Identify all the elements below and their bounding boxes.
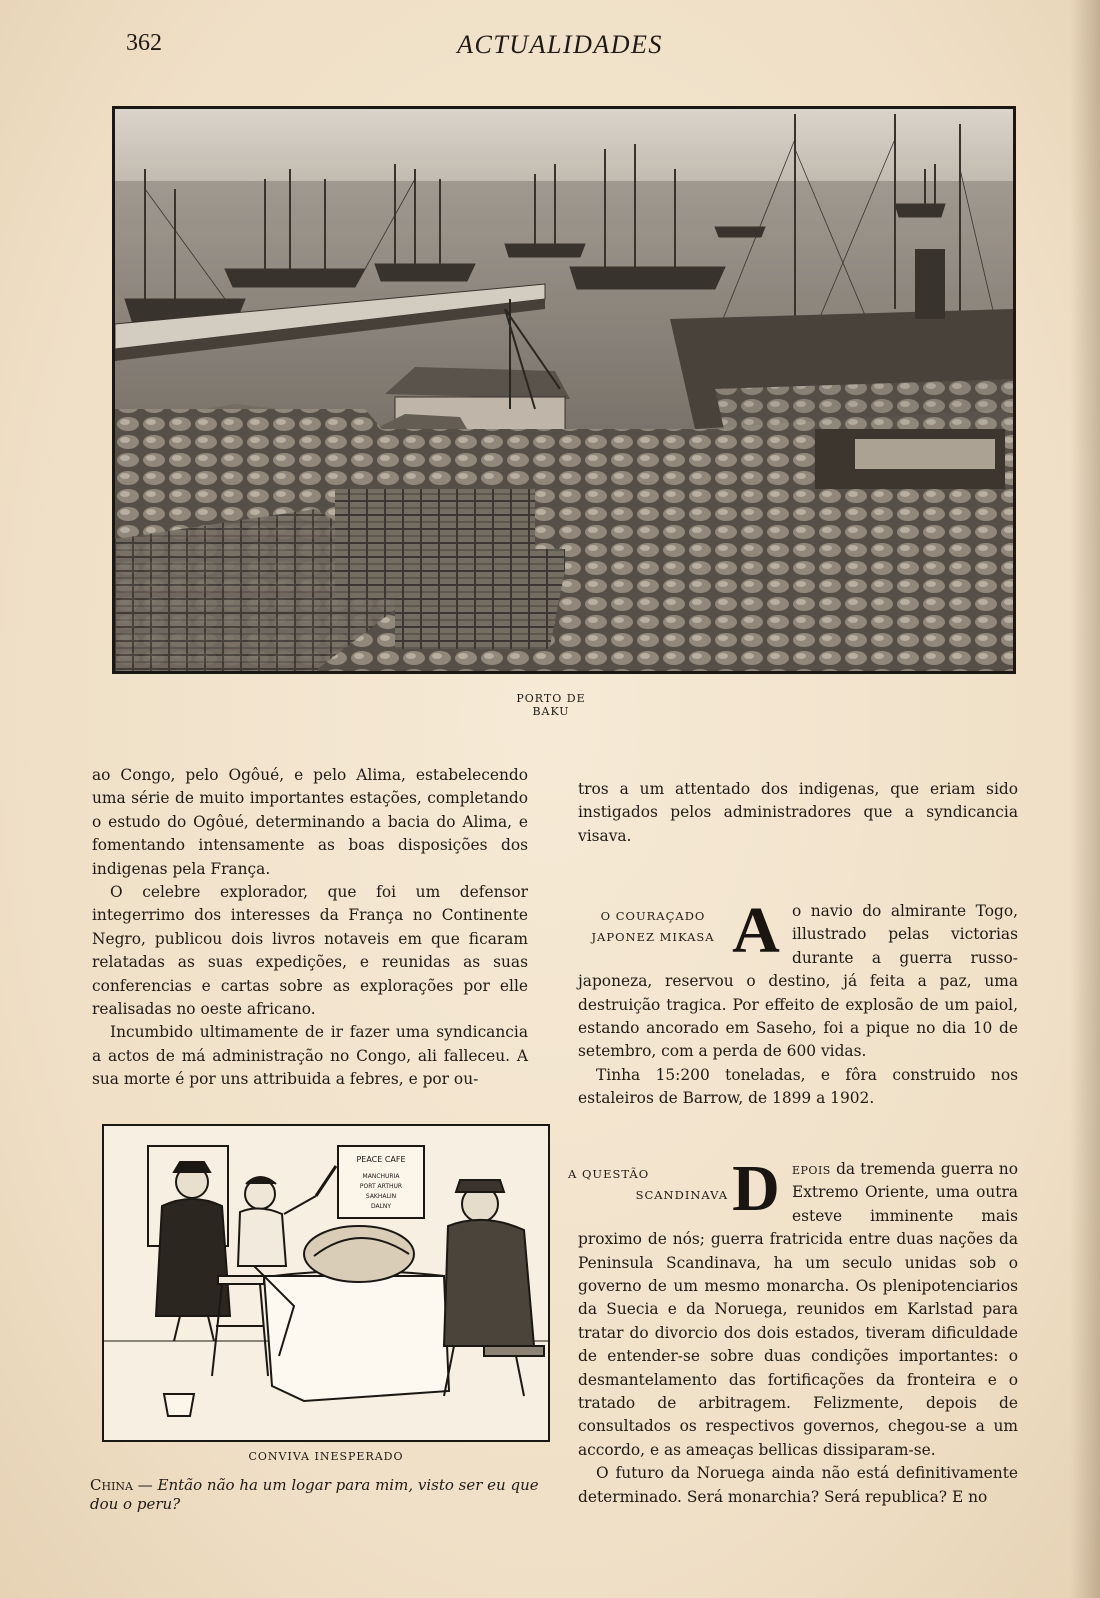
mikasa-paragraph-2: Tinha 15:200 toneladas, e fôra construido nos estaleiros de Barrow, de 1899 a 1902. [578,1065,1018,1108]
left-paragraph-3: Incumbido ultimamente de ir fazer uma syndicancia a actos de má administração no Congo, ali falleceu. A sua morte é por uns attribuida a febres, e por ou- [92,1023,528,1089]
left-paragraph-2: O celebre explorador, que foi um defensor integerrimo dos interesses da França no Continente Negro, publicou dois livros notaveis em que ficaram relatadas as suas expedições, e reunidas as suas conferencias e cartas sobre as explorações por elle realisadas no oeste africano. [92,883,528,1019]
mikasa-heading-line-2: JAPONEZ MIKASA [591,930,715,944]
scandinavia-section [578,1152,1018,1509]
harbour-photo-drawing [115,109,1013,671]
scandinavia-lead-word: epois [792,1160,831,1178]
page-number: 362 [126,30,162,56]
cartoon-drawing [104,1126,548,1440]
scandinavia-dropcap [728,1152,784,1225]
scandinavia-paragraph-2: O futuro da Noruega ainda não está definitivamente determinado. Será monarchia? Será republica? E no [578,1464,1018,1506]
mikasa-paragraph-1: o navio do almirante Togo, illustrado pelas victorias durante a guerra russo-japoneza, reservou o destino, já feita a paz, uma destruição tragica. Por effeito de explosão de um paiol, estando ancorado em Saseho, foi a pique no dia 10 de setembro, com a perda de 600 vidas. [578,902,1018,1061]
cartoon-sign-title: PEACE CAFE [356,1155,406,1164]
cartoon-illustration [102,1124,550,1442]
cartoon-caption [90,1476,560,1514]
scandinavia-heading-line-2: SCANDINAVA [635,1188,728,1202]
mikasa-dropcap [728,894,784,967]
mikasa-dropcap-letter: A [732,894,780,967]
scandinavia-paragraph-1-text: da tremenda guerra no Extremo Oriente, uma outra esteve imminente mais proximo de nós; guerra fratricida entre duas nações da Peninsula Scandinava, ha um seculo unidas sob o governo de um mesmo monarcha. Os plenipotenciarios da Suecia e da Noruega, reunidos em Karlstad para tratar do divorcio dos dois estados, tiveram dificuldade de entender-se sobre duas condições importantes: o desmantelamento das fortificações da fronteira e o tratado de arbitragem. Felizmente, depois de consultados os respectivos governos, chegou-se a um accordo, e as ameaças bellicas dissiparam-se. [578,1160,1018,1459]
cartoon-sign-line-2: PORT ARTHUR [359,1183,403,1190]
harbour-photo [112,106,1016,674]
running-head: ACTUALIDADES [457,30,663,59]
cartoon-sign-line-4: DALNY [370,1203,392,1210]
photo-caption: PORTO DE BAKU [516,692,586,718]
mikasa-heading-line-1: O COURAÇADO [600,909,706,923]
right-paragraph-0: tros a um attentado dos indigenas, que eriam sido instigados pelos administradores que a syndicancia visava. [578,780,1018,845]
left-column [92,764,528,1092]
mikasa-section [578,894,1018,1111]
cartoon-sign-line-3: SAKHALIN [365,1193,397,1200]
binding-shadow [1070,0,1100,1598]
cartoon-caption-title: CONVIVA INESPERADO [248,1450,404,1463]
right-column [578,778,1018,848]
left-paragraph-1: ao Congo, pelo Ogôué, e pelo Alima, estabelecendo uma série de muito importantes estações, completando o estudo do Ogôué, determinando a bacia do Alima, e fomentando intensamente as boas disposições dos indigenas pela França. [92,766,528,878]
cartoon-speaker: China [90,1476,133,1494]
scandinavia-heading-line-1: A QUESTÃO [568,1167,650,1181]
cartoon-dash: — [132,1476,158,1494]
scandinavia-dropcap-letter: D [732,1152,780,1225]
cartoon-sign-line-1: MANCHURIA [362,1173,400,1180]
cartoon-quote: Então não ha um logar para mim, visto ser eu que dou o peru? [90,1476,539,1513]
